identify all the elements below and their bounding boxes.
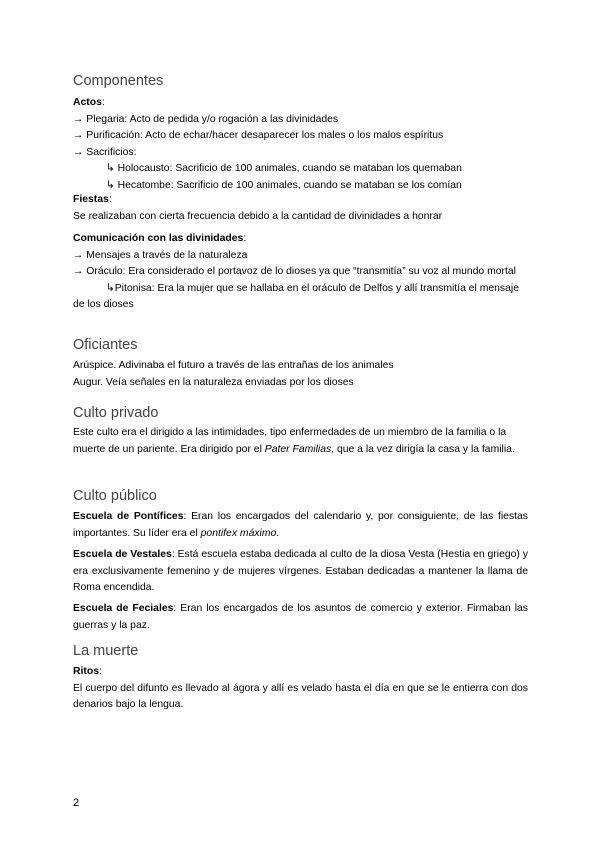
ritos-block: Ritos: El cuerpo del difunto es llevado al ágora y allí es velado hasta el día en que se le entierra con dos denarios bajo la lengua. — [73, 664, 528, 714]
actos-item-sacrificios: → Sacrificios: — [73, 146, 137, 158]
heading-componentes: Componentes — [73, 73, 164, 89]
actos-subitem-hecatombe: ↳ Hecatombe: Sacrificio de 100 animales, cuando se mataban se los comían — [106, 179, 462, 191]
heading-culto-publico: Culto público — [73, 488, 157, 504]
actos-item-purificacion: → Purificación: Acto de echar/hacer desaparecer los males o los malos espíritus — [73, 130, 444, 141]
vestales-paragraph: Escuela de Vestales: Está escuela estaba dedicada al culto de la diosa Vesta (Hestia en griego) y era exclusivamente femenino y de mujeres vírgenes. Estaban dedicadas a mantener la llama de Roma encendida. — [73, 549, 528, 593]
actos-block: Actos: → Plegaria: Acto de pedida y/o rogación a las divinidades → Purificación: Acto de echar/hacer desaparecer los males o los malos espíritus → Sacrificios: ↳ Holocausto: Sacrificio de 100 animales, cuando se mataban los quemaban ↳ Hecatombe: Sacrificio de 100 animales, cuando se mataban se los comían — [73, 95, 528, 194]
ritos-text: El cuerpo del difunto es llevado al ágora y allí es velado hasta el día en que se le entierra con dos denarios bajo la lengua. — [73, 682, 528, 710]
pontifices-paragraph: Escuela de Pontífices: Eran los encargados del calendario y, por consiguiente, de las fiestas importantes. Su líder era el pontifex máximo. — [73, 511, 529, 539]
culto-privado-text: Este culto era el dirigido a las intimidades, tipo enfermedades de un miembro de la familia o la muerte de un pariente. Era dirigido por el Pater Familias, que a la vez dirigía la casa y la familia. — [73, 427, 515, 455]
feciales-paragraph: Escuela de Feciales: Eran los encargados de los asuntos de comercio y exterior. Firmaban las guerras y la paz. — [73, 603, 528, 631]
vestales-label: Escuela de Vestales — [73, 549, 172, 560]
heading-oficiantes: Oficiantes — [73, 337, 138, 353]
comunicacion-block: Comunicación con las divinidades: → Mensajes a través de la naturaleza → Oráculo: Era considerado el portavoz de lo dioses ya que “transmitía” su voz al mundo mortal ↳Pitonisa: Era la mujer que se hallaba en el oráculo de Delfos y allí transmitía el mensaje de los dioses — [73, 231, 528, 314]
ritos-label: Ritos — [73, 666, 99, 677]
page-number: 2 — [73, 797, 80, 809]
heading-la-muerte: La muerte — [73, 643, 139, 659]
fiestas-text: Se realizaban con cierta frecuencia debido a la cantidad de divinidades a honrar — [73, 210, 443, 222]
fiestas-label: Fiestas — [73, 194, 109, 205]
actos-label: Actos — [73, 97, 102, 108]
actos-item-plegaria: → Plegaria: Acto de pedida y/o rogación a las divinidades — [73, 113, 339, 125]
feciales-label: Escuela de Feciales — [73, 603, 174, 614]
comunicacion-item-mensajes: → Mensajes a través de la naturaleza — [73, 249, 248, 261]
fiestas-block: Fiestas: Se realizaban con cierta frecuencia debido a la cantidad de divinidades a honrar — [73, 192, 528, 225]
pater-familias-term: Pater Familias — [264, 443, 332, 455]
actos-subitem-holocausto: ↳ Holocausto: Sacrificio de 100 animales, cuando se mataban los quemaban — [106, 163, 462, 174]
pontifex-maximo-term: pontifex máximo — [200, 527, 277, 539]
comunicacion-item-oraculo: → Oráculo: Era considerado el portavoz de lo dioses ya que “transmitía” su voz al mundo mortal — [73, 266, 516, 277]
pontifices-label: Escuela de Pontífices — [73, 511, 184, 522]
comunicacion-label: Comunicación con las divinidades — [73, 233, 244, 244]
oficiantes-augur: Augur. Veía señales en la naturaleza enviadas por los dioses — [73, 376, 354, 388]
comunicacion-subitem-pitonisa: ↳Pitonisa: Era la mujer que se hallaba en el oráculo de Delfos y allí transmitía el mensaje de los dioses — [73, 282, 519, 310]
heading-culto-privado: Culto privado — [73, 405, 159, 421]
oficiantes-block — [73, 358, 528, 391]
oficiantes-aruspice: Arúspice. Adivinaba el futuro a través de las entrañas de los animales — [73, 360, 394, 371]
